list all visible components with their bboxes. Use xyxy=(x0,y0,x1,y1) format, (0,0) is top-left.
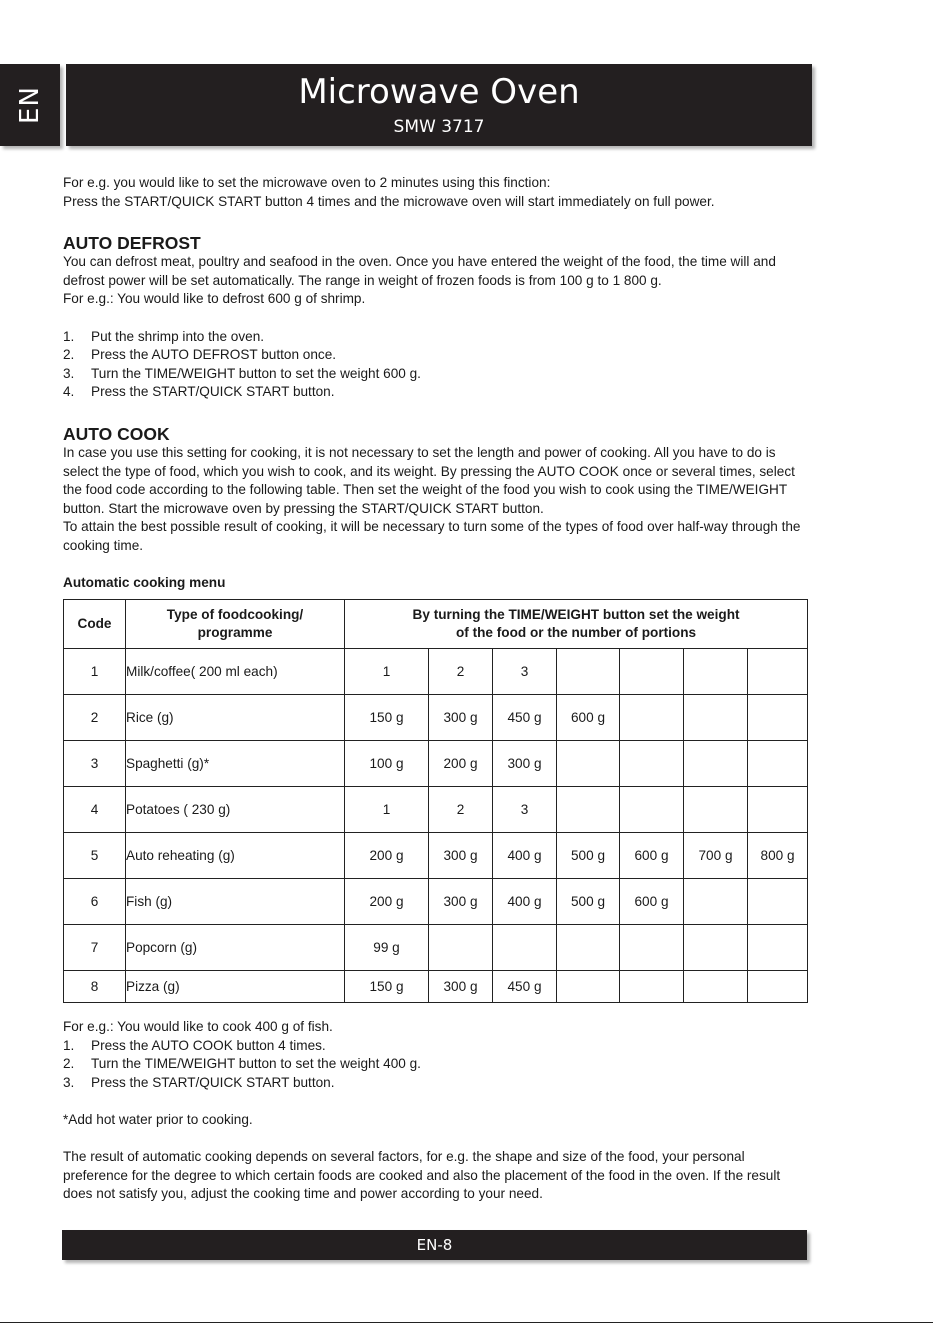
table-cell: 99 g xyxy=(345,925,429,971)
table-cell: 100 g xyxy=(345,741,429,787)
model-number: SMW 3717 xyxy=(393,117,485,137)
cell-code: 4 xyxy=(64,787,126,833)
table-cell: 3 xyxy=(493,787,557,833)
table-cell: 200 g xyxy=(345,833,429,879)
header-type: Type of foodcooking/ programme xyxy=(126,600,345,649)
table-row xyxy=(64,649,808,695)
table-cell: 2 xyxy=(429,649,493,695)
table-cell: 700 g xyxy=(684,833,748,879)
cell-code: 3 xyxy=(64,741,126,787)
table-row xyxy=(64,741,808,787)
cook-step: 2. Turn the TIME/WEIGHT button to set the weight 400 g. xyxy=(63,1056,421,1072)
table-row xyxy=(64,925,808,971)
table-cell xyxy=(620,787,684,833)
page-number: EN-8 xyxy=(416,1236,453,1254)
table-cell: 3 xyxy=(493,649,557,695)
table-cell xyxy=(557,649,620,695)
cell-type: Milk/coffee( 200 ml each) xyxy=(126,649,345,695)
table-cell xyxy=(557,787,620,833)
cook-example: For e.g.: You would like to cook 400 g of fish. xyxy=(63,1019,333,1034)
table-cell: 800 g xyxy=(748,833,808,879)
cell-type: Auto reheating (g) xyxy=(126,833,345,879)
table-cell: 1 xyxy=(345,649,429,695)
table-cell: 150 g xyxy=(345,971,429,1003)
language-tab xyxy=(0,64,60,146)
table-row xyxy=(64,787,808,833)
defrost-step: 4. Press the START/QUICK START button. xyxy=(63,384,335,400)
table-cell: 1 xyxy=(345,787,429,833)
table-cell xyxy=(684,787,748,833)
table-cell xyxy=(684,879,748,925)
table-cell xyxy=(748,925,808,971)
cell-code: 2 xyxy=(64,695,126,741)
table-cell xyxy=(620,925,684,971)
table-cell xyxy=(748,879,808,925)
table-cell xyxy=(684,695,748,741)
table-cell: 150 g xyxy=(345,695,429,741)
table-cell xyxy=(684,925,748,971)
auto-cook-paragraph-1: In case you use this setting for cooking, it is not necessary to set the length and power of cooking. All you have to do is select the type of food, which you wish to cook, and its weight. By pressing the AUTO COOK once or several times, select the food code according to the following table. Then set the weight of the food you wish to cook using the TIME/WEIGHT button. Start the microwave oven by pressing the START/QUICK START button. xyxy=(63,444,795,516)
table-row xyxy=(64,971,808,1003)
table-cell: 500 g xyxy=(557,833,620,879)
cook-step: 3. Press the START/QUICK START button. xyxy=(63,1074,335,1090)
table-cell: 300 g xyxy=(429,833,493,879)
table-cell xyxy=(557,925,620,971)
title-bar xyxy=(66,64,812,146)
cell-type: Fish (g) xyxy=(126,879,345,925)
table-cell: 300 g xyxy=(429,971,493,1003)
result-paragraph: The result of automatic cooking depends on several factors, for e.g. the shape and size of the food, your personal preference for the degree to which certain foods are cooked and also the placement of the food in the oven. If the result does not satisfy you, adjust the cooking time and power according to your need. xyxy=(63,1149,781,1202)
table-cell xyxy=(620,695,684,741)
page-bottom-divider xyxy=(0,1322,933,1323)
table-cell xyxy=(557,741,620,787)
cell-type: Popcorn (g) xyxy=(126,925,345,971)
cell-type: Pizza (g) xyxy=(126,971,345,1003)
intro-line-1: For e.g. you would like to set the microwave oven to 2 minutes using this finction: xyxy=(63,175,551,190)
cook-step: 1. Press the AUTO COOK button 4 times. xyxy=(63,1037,326,1053)
page-title: Microwave Oven xyxy=(298,72,580,112)
language-label: EN xyxy=(15,86,45,124)
table-cell xyxy=(684,649,748,695)
table-cell: 300 g xyxy=(493,741,557,787)
table-cell xyxy=(620,741,684,787)
table-cell: 300 g xyxy=(429,879,493,925)
table-cell: 600 g xyxy=(557,695,620,741)
cell-code: 7 xyxy=(64,925,126,971)
table-cell xyxy=(557,971,620,1003)
table-cell: 450 g xyxy=(493,695,557,741)
defrost-step: 3. Turn the TIME/WEIGHT button to set the weight 600 g. xyxy=(63,365,421,381)
table-cell xyxy=(493,925,557,971)
auto-defrost-paragraph: You can defrost meat, poultry and seafood in the oven. Once you have entered the weight of the food, the time will and defrost power will be set automatically. The range in weight of frozen foods is from 100 g to 1 800 g. xyxy=(63,254,776,288)
table-cell xyxy=(620,649,684,695)
table-cell xyxy=(748,649,808,695)
footer-bar xyxy=(62,1230,807,1260)
table-cell xyxy=(684,741,748,787)
table-cell: 600 g xyxy=(620,879,684,925)
table-cell xyxy=(429,925,493,971)
table-cell: 2 xyxy=(429,787,493,833)
header-weight: By turning the TIME/WEIGHT button set the weight of the food or the number of portions xyxy=(345,600,808,649)
header-code: Code xyxy=(64,600,126,649)
table-cell: 500 g xyxy=(557,879,620,925)
table-cell: 400 g xyxy=(493,833,557,879)
table-header-row xyxy=(64,600,808,649)
cell-code: 8 xyxy=(64,971,126,1003)
water-note: *Add hot water prior to cooking. xyxy=(63,1111,253,1127)
after-table-content xyxy=(63,1018,808,1204)
auto-cook-paragraph-2: To attain the best possible result of cooking, it will be necessary to turn some of the types of food over half-way through the cooking time. xyxy=(63,519,801,553)
cell-code: 5 xyxy=(64,833,126,879)
table-cell: 400 g xyxy=(493,879,557,925)
auto-cook-table xyxy=(63,599,808,1003)
cell-code: 1 xyxy=(64,649,126,695)
table-row xyxy=(64,833,808,879)
cell-type: Potatoes ( 230 g) xyxy=(126,787,345,833)
table-cell xyxy=(620,971,684,1003)
menu-title: Automatic cooking menu xyxy=(63,575,226,591)
table-row xyxy=(64,695,808,741)
defrost-step: 1. Put the shrimp into the oven. xyxy=(63,328,265,344)
auto-defrost-heading: AUTO DEFROST xyxy=(63,233,201,254)
intro-line-2: Press the START/QUICK START button 4 times and the microwave oven will start immediately on full power. xyxy=(63,193,715,209)
table-cell: 450 g xyxy=(493,971,557,1003)
table-cell: 200 g xyxy=(429,741,493,787)
table-cell: 600 g xyxy=(620,833,684,879)
main-content xyxy=(63,174,808,593)
defrost-step: 2. Press the AUTO DEFROST button once. xyxy=(63,347,337,363)
table-cell xyxy=(748,741,808,787)
table-cell xyxy=(748,695,808,741)
auto-cook-heading: AUTO COOK xyxy=(63,423,170,444)
table-cell xyxy=(684,971,748,1003)
table-cell: 200 g xyxy=(345,879,429,925)
table-cell: 300 g xyxy=(429,695,493,741)
table-cell xyxy=(748,787,808,833)
table-cell xyxy=(748,971,808,1003)
table-row xyxy=(64,879,808,925)
cell-type: Rice (g) xyxy=(126,695,345,741)
cell-type: Spaghetti (g)* xyxy=(126,741,345,787)
cell-code: 6 xyxy=(64,879,126,925)
auto-defrost-example: For e.g.: You would like to defrost 600 g of shrimp. xyxy=(63,291,366,307)
